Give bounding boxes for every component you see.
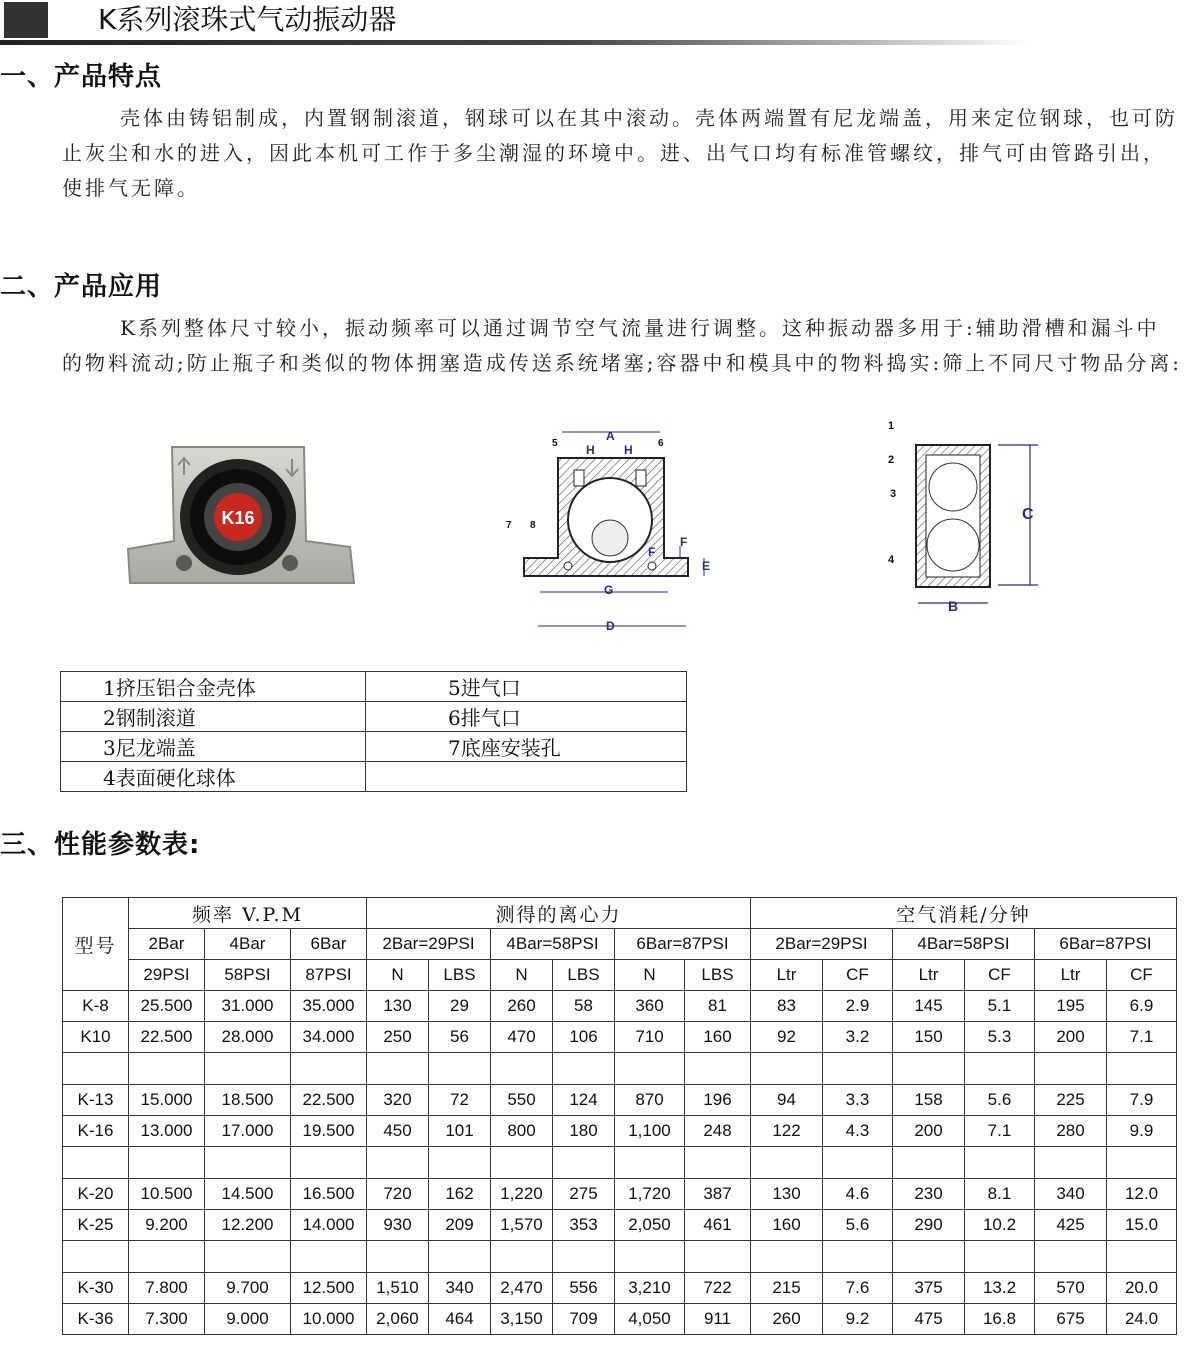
value-cell: 911 — [685, 1304, 751, 1335]
value-cell: 2,060 — [367, 1304, 429, 1335]
value-cell: 275 — [553, 1179, 615, 1210]
legend-cell: 7底座安装孔 — [366, 732, 687, 762]
value-cell: 25.500 — [129, 991, 205, 1022]
force-header: 测得的离心力 — [367, 898, 751, 929]
value-cell: 722 — [685, 1273, 751, 1304]
empty-cell — [823, 1147, 893, 1179]
empty-cell — [893, 1147, 965, 1179]
dim-label-d: D — [606, 619, 615, 633]
legend-cell: 3尼龙端盖 — [61, 732, 366, 762]
empty-cell — [893, 1241, 965, 1273]
model-cell: K-36 — [63, 1304, 129, 1335]
value-cell: 7.9 — [1107, 1085, 1177, 1116]
value-cell: 124 — [553, 1085, 615, 1116]
table-row — [63, 1116, 1177, 1147]
empty-cell — [429, 1053, 491, 1085]
empty-cell — [751, 1147, 823, 1179]
value-cell: 22.500 — [291, 1085, 367, 1116]
header-row — [63, 929, 1177, 960]
value-cell: 930 — [367, 1210, 429, 1241]
empty-cell — [63, 1241, 129, 1273]
empty-cell — [823, 1241, 893, 1273]
model-cell: K-25 — [63, 1210, 129, 1241]
value-cell: 15.000 — [129, 1085, 205, 1116]
value-cell: 5.6 — [965, 1085, 1035, 1116]
value-cell: 209 — [429, 1210, 491, 1241]
value-cell: 29 — [429, 991, 491, 1022]
value-cell: 260 — [491, 991, 553, 1022]
value-cell: 556 — [553, 1273, 615, 1304]
legend-row — [61, 762, 687, 792]
value-cell: 7.6 — [823, 1273, 893, 1304]
value-cell: 550 — [491, 1085, 553, 1116]
value-cell: 9.000 — [205, 1304, 291, 1335]
value-cell: 3,150 — [491, 1304, 553, 1335]
value-cell: 130 — [367, 991, 429, 1022]
table-row — [63, 1022, 1177, 1053]
value-cell: 280 — [1035, 1116, 1107, 1147]
section1-body — [62, 101, 1182, 206]
freq-unit-header: 58PSI — [205, 960, 291, 991]
dim-label-c: C — [1022, 506, 1034, 523]
value-cell: 3.2 — [823, 1022, 893, 1053]
value-cell: 230 — [893, 1179, 965, 1210]
header-row — [63, 960, 1177, 991]
value-cell: 340 — [1035, 1179, 1107, 1210]
empty-cell — [63, 1053, 129, 1085]
freq-header: 频率 V.P.M — [129, 898, 367, 929]
value-cell: 16.8 — [965, 1304, 1035, 1335]
parts-legend-table — [60, 671, 687, 792]
value-cell: 13.000 — [129, 1116, 205, 1147]
value-cell: 1,510 — [367, 1273, 429, 1304]
spacer-row — [63, 1241, 1177, 1273]
value-cell: 250 — [367, 1022, 429, 1053]
value-cell: 320 — [367, 1085, 429, 1116]
empty-cell — [205, 1053, 291, 1085]
value-cell: 387 — [685, 1179, 751, 1210]
empty-cell — [965, 1241, 1035, 1273]
air-unit-header: Ltr — [751, 960, 823, 991]
value-cell: 24.0 — [1107, 1304, 1177, 1335]
value-cell: 58 — [553, 991, 615, 1022]
legend-row — [61, 732, 687, 762]
value-cell: 9.700 — [205, 1273, 291, 1304]
section1-title: 一、产品特点 — [0, 62, 163, 92]
section2-paragraph: K系列整体尺寸较小，振动频率可以通过调节空气流量进行调整。这种振动器多用于:辅助滑槽和漏斗中的物料流动;防止瓶子和类似的物体拥塞造成传送系统堵塞;容器中和模具中的物料捣实:筛上不同尺寸物品分离: — [62, 316, 1182, 375]
callout-1: 1 — [888, 420, 895, 432]
force-unit-header: LBS — [429, 960, 491, 991]
empty-cell — [129, 1241, 205, 1273]
section2-title: 二、产品应用 — [0, 272, 163, 302]
value-cell: 5.1 — [965, 991, 1035, 1022]
value-cell: 160 — [685, 1022, 751, 1053]
empty-cell — [291, 1053, 367, 1085]
section3-title: 三、性能参数表: — [0, 830, 201, 860]
empty-cell — [367, 1053, 429, 1085]
force-sub-header: 6Bar=87PSI — [615, 929, 751, 960]
legend-cell — [366, 762, 687, 792]
value-cell: 18.500 — [205, 1085, 291, 1116]
value-cell: 4,050 — [615, 1304, 685, 1335]
callout-2: 2 — [888, 454, 895, 466]
value-cell: 10.000 — [291, 1304, 367, 1335]
table-row — [63, 1304, 1177, 1335]
empty-cell — [1035, 1241, 1107, 1273]
value-cell: 2,470 — [491, 1273, 553, 1304]
table-row — [63, 991, 1177, 1022]
empty-cell — [1107, 1241, 1177, 1273]
value-cell: 248 — [685, 1116, 751, 1147]
value-cell: 675 — [1035, 1304, 1107, 1335]
empty-cell — [291, 1241, 367, 1273]
value-cell: 200 — [1035, 1022, 1107, 1053]
model-cell: K-16 — [63, 1116, 129, 1147]
air-header: 空气消耗/分钟 — [751, 898, 1177, 929]
legend-row — [61, 672, 687, 702]
value-cell: 94 — [751, 1085, 823, 1116]
air-sub-header: 6Bar=87PSI — [1035, 929, 1177, 960]
table-row — [63, 1273, 1177, 1304]
value-cell: 72 — [429, 1085, 491, 1116]
value-cell: 6.9 — [1107, 991, 1177, 1022]
value-cell: 2.9 — [823, 991, 893, 1022]
value-cell: 31.000 — [205, 991, 291, 1022]
empty-cell — [129, 1053, 205, 1085]
value-cell: 5.3 — [965, 1022, 1035, 1053]
value-cell: 9.2 — [823, 1304, 893, 1335]
empty-cell — [751, 1053, 823, 1085]
header-row — [63, 898, 1177, 929]
force-sub-header: 2Bar=29PSI — [367, 929, 491, 960]
value-cell: 196 — [685, 1085, 751, 1116]
section2-body — [62, 311, 1182, 381]
empty-cell — [685, 1147, 751, 1179]
page-header — [0, 0, 1200, 48]
value-cell: 4.6 — [823, 1179, 893, 1210]
air-sub-header: 2Bar=29PSI — [751, 929, 893, 960]
dim-label-a: A — [606, 429, 615, 443]
force-unit-header: LBS — [685, 960, 751, 991]
air-unit-header: CF — [823, 960, 893, 991]
model-cell: K-13 — [63, 1085, 129, 1116]
empty-cell — [491, 1053, 553, 1085]
callout-3: 3 — [890, 488, 897, 500]
value-cell: 15.0 — [1107, 1210, 1177, 1241]
value-cell: 1,100 — [615, 1116, 685, 1147]
callout-7: 7 — [506, 520, 512, 531]
dim-label-f-right: F — [680, 535, 688, 549]
value-cell: 7.300 — [129, 1304, 205, 1335]
photo-model-label: K16 — [221, 508, 255, 528]
dim-label-h-left: H — [586, 443, 595, 457]
air-unit-header: Ltr — [1035, 960, 1107, 991]
value-cell: 570 — [1035, 1273, 1107, 1304]
model-header: 型号 — [63, 898, 129, 991]
empty-cell — [893, 1053, 965, 1085]
empty-cell — [1035, 1147, 1107, 1179]
empty-cell — [491, 1147, 553, 1179]
value-cell: 9.9 — [1107, 1116, 1177, 1147]
value-cell: 340 — [429, 1273, 491, 1304]
spacer-row — [63, 1053, 1177, 1085]
value-cell: 1,570 — [491, 1210, 553, 1241]
empty-cell — [129, 1147, 205, 1179]
value-cell: 180 — [553, 1116, 615, 1147]
air-sub-header: 4Bar=58PSI — [893, 929, 1035, 960]
value-cell: 475 — [893, 1304, 965, 1335]
empty-cell — [685, 1241, 751, 1273]
value-cell: 35.000 — [291, 991, 367, 1022]
value-cell: 425 — [1035, 1210, 1107, 1241]
force-sub-header: 4Bar=58PSI — [491, 929, 615, 960]
value-cell: 7.1 — [965, 1116, 1035, 1147]
force-unit-header: N — [615, 960, 685, 991]
value-cell: 9.200 — [129, 1210, 205, 1241]
value-cell: 215 — [751, 1273, 823, 1304]
callout-8: 8 — [530, 520, 536, 531]
model-cell: K-8 — [63, 991, 129, 1022]
legend-cell: 2钢制滚道 — [61, 702, 366, 732]
value-cell: 162 — [429, 1179, 491, 1210]
value-cell: 709 — [553, 1304, 615, 1335]
callout-5: 5 — [552, 438, 558, 449]
value-cell: 464 — [429, 1304, 491, 1335]
value-cell: 4.3 — [823, 1116, 893, 1147]
empty-cell — [615, 1053, 685, 1085]
empty-cell — [491, 1241, 553, 1273]
section-view-diagram — [878, 415, 1058, 615]
legend-row — [61, 702, 687, 732]
value-cell: 12.0 — [1107, 1179, 1177, 1210]
empty-cell — [823, 1053, 893, 1085]
value-cell: 710 — [615, 1022, 685, 1053]
empty-cell — [1107, 1147, 1177, 1179]
empty-cell — [553, 1147, 615, 1179]
value-cell: 200 — [893, 1116, 965, 1147]
value-cell: 101 — [429, 1116, 491, 1147]
value-cell: 260 — [751, 1304, 823, 1335]
force-unit-header: N — [491, 960, 553, 991]
header-rule — [0, 40, 1030, 45]
value-cell: 800 — [491, 1116, 553, 1147]
empty-cell — [965, 1053, 1035, 1085]
section1-paragraph: 壳体由铸铝制成，内置钢制滚道，钢球可以在其中滚动。壳体两端置有尼龙端盖，用来定位钢球，也可防止灰尘和水的进入，因此本机可工作于多尘潮湿的环境中。进、出气口均有标准管螺纹，排气可由管路引出，使排气无障。 — [62, 106, 1178, 200]
value-cell: 5.6 — [823, 1210, 893, 1241]
value-cell: 450 — [367, 1116, 429, 1147]
model-cell: K-20 — [63, 1179, 129, 1210]
value-cell: 7.1 — [1107, 1022, 1177, 1053]
side-view-diagram — [500, 418, 720, 638]
dim-label-b: B — [948, 598, 959, 614]
value-cell: 470 — [491, 1022, 553, 1053]
performance-table — [62, 897, 1177, 1335]
dim-label-g: G — [604, 583, 614, 597]
force-unit-header: LBS — [553, 960, 615, 991]
model-cell: K-30 — [63, 1273, 129, 1304]
legend-cell: 6排气口 — [366, 702, 687, 732]
value-cell: 12.500 — [291, 1273, 367, 1304]
freq-unit-header: 87PSI — [291, 960, 367, 991]
value-cell: 130 — [751, 1179, 823, 1210]
table-row — [63, 1085, 1177, 1116]
value-cell: 3,210 — [615, 1273, 685, 1304]
empty-cell — [1107, 1053, 1177, 1085]
empty-cell — [205, 1147, 291, 1179]
callout-4: 4 — [888, 554, 895, 566]
air-unit-header: Ltr — [893, 960, 965, 991]
table-row — [63, 1179, 1177, 1210]
legend-cell: 4表面硬化球体 — [61, 762, 366, 792]
value-cell: 290 — [893, 1210, 965, 1241]
empty-cell — [615, 1147, 685, 1179]
value-cell: 34.000 — [291, 1022, 367, 1053]
empty-cell — [291, 1147, 367, 1179]
product-photo — [124, 445, 360, 585]
air-unit-header: CF — [1107, 960, 1177, 991]
page-title: K系列滚珠式气动振动器 — [98, 3, 397, 36]
header-square-icon — [4, 2, 48, 38]
value-cell: 92 — [751, 1022, 823, 1053]
empty-cell — [553, 1241, 615, 1273]
value-cell: 14.000 — [291, 1210, 367, 1241]
value-cell: 10.2 — [965, 1210, 1035, 1241]
value-cell: 56 — [429, 1022, 491, 1053]
value-cell: 8.1 — [965, 1179, 1035, 1210]
empty-cell — [615, 1241, 685, 1273]
model-cell: K10 — [63, 1022, 129, 1053]
value-cell: 10.500 — [129, 1179, 205, 1210]
value-cell: 7.800 — [129, 1273, 205, 1304]
value-cell: 13.2 — [965, 1273, 1035, 1304]
freq-sub-header: 2Bar — [129, 929, 205, 960]
value-cell: 19.500 — [291, 1116, 367, 1147]
value-cell: 1,220 — [491, 1179, 553, 1210]
legend-cell: 1挤压铝合金壳体 — [61, 672, 366, 702]
value-cell: 720 — [367, 1179, 429, 1210]
freq-sub-header: 6Bar — [291, 929, 367, 960]
value-cell: 870 — [615, 1085, 685, 1116]
air-unit-header: CF — [965, 960, 1035, 991]
value-cell: 3.3 — [823, 1085, 893, 1116]
value-cell: 225 — [1035, 1085, 1107, 1116]
force-unit-header: N — [367, 960, 429, 991]
value-cell: 461 — [685, 1210, 751, 1241]
empty-cell — [553, 1053, 615, 1085]
value-cell: 83 — [751, 991, 823, 1022]
value-cell: 195 — [1035, 991, 1107, 1022]
value-cell: 106 — [553, 1022, 615, 1053]
value-cell: 22.500 — [129, 1022, 205, 1053]
dim-label-h-right: H — [624, 443, 633, 457]
value-cell: 122 — [751, 1116, 823, 1147]
empty-cell — [685, 1053, 751, 1085]
callout-6: 6 — [658, 438, 664, 449]
value-cell: 28.000 — [205, 1022, 291, 1053]
dim-label-f-left: F — [648, 545, 656, 559]
empty-cell — [367, 1147, 429, 1179]
value-cell: 160 — [751, 1210, 823, 1241]
legend-cell: 5进气口 — [366, 672, 687, 702]
table-row — [63, 1210, 1177, 1241]
value-cell: 2,050 — [615, 1210, 685, 1241]
value-cell: 81 — [685, 991, 751, 1022]
empty-cell — [751, 1241, 823, 1273]
value-cell: 12.200 — [205, 1210, 291, 1241]
value-cell: 16.500 — [291, 1179, 367, 1210]
freq-unit-header: 29PSI — [129, 960, 205, 991]
empty-cell — [429, 1241, 491, 1273]
empty-cell — [429, 1147, 491, 1179]
empty-cell — [63, 1147, 129, 1179]
value-cell: 375 — [893, 1273, 965, 1304]
freq-sub-header: 4Bar — [205, 929, 291, 960]
empty-cell — [1035, 1053, 1107, 1085]
empty-cell — [965, 1147, 1035, 1179]
value-cell: 17.000 — [205, 1116, 291, 1147]
value-cell: 145 — [893, 991, 965, 1022]
spacer-row — [63, 1147, 1177, 1179]
value-cell: 20.0 — [1107, 1273, 1177, 1304]
value-cell: 1,720 — [615, 1179, 685, 1210]
empty-cell — [367, 1241, 429, 1273]
value-cell: 150 — [893, 1022, 965, 1053]
value-cell: 158 — [893, 1085, 965, 1116]
value-cell: 14.500 — [205, 1179, 291, 1210]
value-cell: 360 — [615, 991, 685, 1022]
value-cell: 353 — [553, 1210, 615, 1241]
dim-label-e: E — [702, 559, 711, 573]
empty-cell — [205, 1241, 291, 1273]
